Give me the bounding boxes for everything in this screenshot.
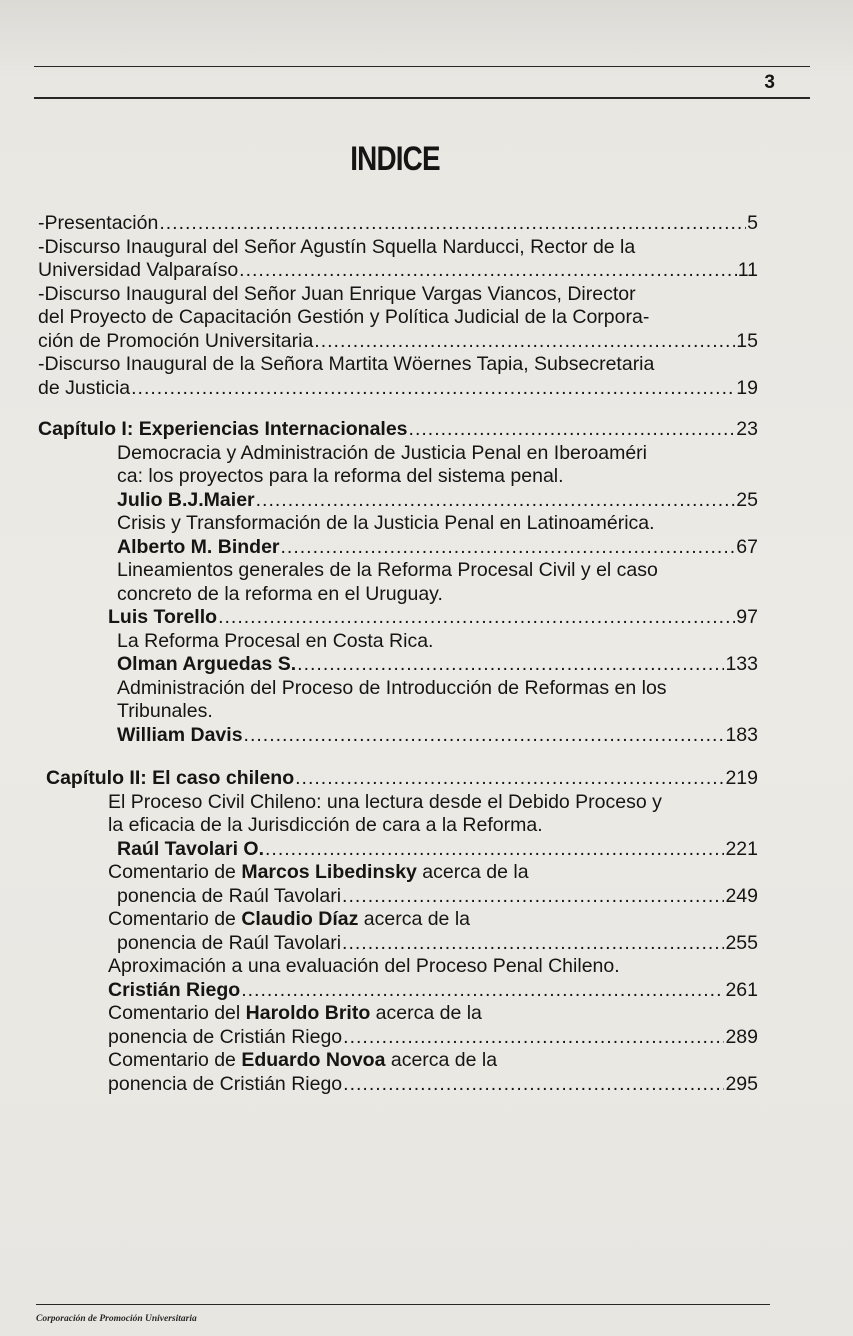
toc-entry: la eficacia de la Jurisdicción de cara a la Reforma. (108, 814, 543, 836)
toc-entry: El Proceso Civil Chileno: una lectura desde el Debido Proceso y (108, 790, 662, 813)
toc-entry: -Presentación ..... 5 (38, 212, 758, 236)
toc-entry: Comentario del Haroldo Brito acerca de la (108, 1002, 482, 1024)
top-rule-2 (34, 97, 810, 99)
toc-author: Luis Torello ..... 97 (38, 606, 758, 630)
toc-entry: Tribunales. (117, 700, 213, 722)
footer-publisher: Corporación de Promoción Universitaria (36, 1314, 197, 1324)
toc-entry: del Proyecto de Capacitación Gestión y Política Judicial de la Corpora- (38, 306, 650, 328)
toc-entry: -Discurso Inaugural de la Señora Martita Wöernes Tapia, Subsecretaria (38, 353, 655, 375)
footer-rule (36, 1304, 770, 1305)
toc-entry: ponencia de Cristián Riego ..... 295 (38, 1073, 758, 1097)
chapter-heading: Capítulo II: El caso chileno ..... 219 (38, 767, 758, 791)
toc-entry: ponencia de Raúl Tavolari ..... 255 (38, 932, 758, 956)
toc-entry: ponencia de Raúl Tavolari ..... 249 (38, 885, 758, 909)
toc-entry: Comentario de Marcos Libedinsky acerca de la (108, 861, 529, 883)
toc-entry: concreto de la reforma en el Uruguay. (117, 582, 443, 605)
toc-author: Cristián Riego ..... 261 (38, 979, 758, 1003)
toc-entry: -Discurso Inaugural del Señor Agustín Squella Narducci, Rector de la (38, 235, 636, 258)
toc-entry: ponencia de Cristián Riego ..... 289 (38, 1026, 758, 1050)
page-number: 3 (764, 72, 775, 93)
chapter-heading: Capítulo I: Experiencias Internacionales ..... 23 (38, 418, 758, 442)
toc-author: Julio B.J.Maier ..... 25 (38, 489, 758, 513)
toc-entry: La Reforma Procesal en Costa Rica. (117, 629, 434, 652)
toc-entry: -Discurso Inaugural del Señor Juan Enrique Vargas Viancos, Director (38, 282, 636, 305)
toc-entry: Aproximación a una evaluación del Proceso Penal Chileno. (108, 955, 620, 977)
toc-author: Raúl Tavolari O. ..... 221 (38, 838, 758, 862)
top-rule-1 (34, 66, 810, 67)
table-of-contents (38, 212, 758, 1096)
toc-entry: Universidad Valparaíso ..... 11 (38, 259, 758, 283)
toc-author: Olman Arguedas S. ..... 133 (38, 653, 758, 677)
toc-entry: Administración del Proceso de Introducción de Reformas en los (117, 676, 667, 699)
toc-entry: Comentario de Eduardo Novoa acerca de la (108, 1049, 498, 1071)
toc-entry: de Justicia ..... 19 (38, 377, 758, 401)
toc-entry: ción de Promoción Universitaria ..... 15 (38, 330, 758, 354)
toc-entry: Democracia y Administración de Justicia Penal en Iberoaméri (117, 441, 647, 464)
toc-entry: Crisis y Transformación de la Justicia Penal en Latinoamérica. (117, 512, 655, 534)
page-title: INDICE (350, 140, 440, 178)
toc-entry: ca: los proyectos para la reforma del sistema penal. (117, 465, 564, 487)
toc-author: Alberto M. Binder ..... 67 (38, 536, 758, 560)
toc-entry: Comentario de Claudio Díaz acerca de la (108, 908, 470, 930)
toc-author: William Davis ..... 183 (38, 724, 758, 748)
toc-entry: Lineamientos generales de la Reforma Procesal Civil y el caso (117, 559, 658, 581)
